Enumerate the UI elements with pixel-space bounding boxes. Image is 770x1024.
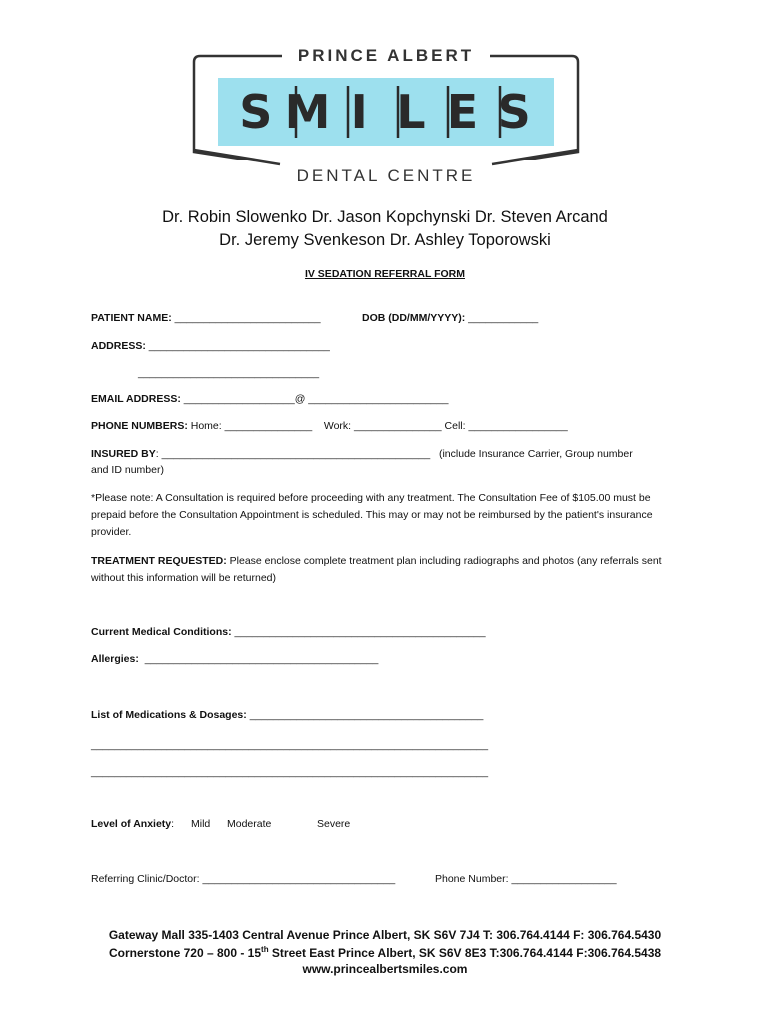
medications-row	[91, 709, 483, 722]
conditions-field[interactable]: ___________________________________________	[231, 626, 486, 638]
address-label: ADDRESS:	[91, 340, 146, 352]
conditions-label: Current Medical Conditions:	[91, 626, 232, 638]
email-field[interactable]: ___________________@ ________________________	[180, 393, 449, 405]
dob-field[interactable]: ____________	[465, 312, 539, 324]
doctors-line-2: Dr. Jeremy Svenkeson Dr. Ashley Toporowski	[219, 231, 551, 249]
logo-letter: E	[446, 85, 479, 139]
footer-address-1: Gateway Mall 335-1403 Central Avenue Prince Albert, SK S6V 7J4 T: 306.764.4144 F: 306.764.5430	[108, 928, 662, 942]
dob-row	[362, 312, 538, 325]
address-row	[91, 340, 330, 353]
patient-name-label: PATIENT NAME:	[91, 312, 172, 324]
treatment-requested	[91, 553, 691, 587]
referring-field[interactable]: _________________________________	[199, 873, 396, 885]
anxiety-option-moderate[interactable]: Moderate	[227, 818, 272, 830]
allergies-row	[91, 653, 378, 666]
insured-row	[91, 448, 633, 461]
footer-address-2-sup: th	[261, 945, 269, 954]
medications-field[interactable]: ________________________________________	[246, 709, 484, 721]
address-field[interactable]: _______________________________	[145, 340, 330, 352]
logo-letter: S	[239, 85, 273, 139]
medications-label: List of Medications & Dosages:	[91, 709, 247, 721]
anxiety-option-mild[interactable]: Mild	[191, 818, 211, 830]
dob-label: DOB (DD/MM/YYYY):	[362, 312, 466, 324]
logo-bottom-text: DENTAL CENTRE	[296, 166, 476, 185]
form-title: IV SEDATION REFERRAL FORM	[304, 268, 466, 280]
referring-row	[91, 873, 395, 886]
logo-letter: S	[497, 85, 531, 139]
phone-row	[91, 420, 568, 433]
doctors-line-1: Dr. Robin Slowenko Dr. Jason Kopchynski Dr. Steven Arcand	[162, 208, 608, 226]
logo-letter: L	[396, 85, 426, 139]
footer-address-2	[0, 945, 770, 960]
referring-phone-field[interactable]: __________________	[508, 873, 617, 885]
allergies-field[interactable]: ________________________________________	[138, 653, 379, 665]
email-label: EMAIL ADDRESS:	[91, 393, 181, 405]
address-field-2[interactable]: _______________________________	[138, 367, 320, 379]
phone-fields[interactable]: Home: _______________ Work: _______________ Cell: _________________	[187, 420, 568, 432]
treatment-text: Please enclose complete treatment plan including radiographs and photos (any referrals sent without this information will be returned)	[91, 555, 662, 584]
anxiety-row	[91, 818, 174, 831]
logo-smiles-letters	[230, 80, 540, 144]
referring-phone-label: Phone Number:	[435, 873, 509, 885]
insured-label: INSURED BY	[91, 448, 156, 460]
anxiety-label: Level of Anxiety	[91, 818, 172, 830]
medications-line-3[interactable]: ____________________________________________________________________	[91, 766, 489, 778]
footer-website-link[interactable]: www.princealbertsmiles.com	[302, 962, 468, 976]
anxiety-option-severe[interactable]: Severe	[317, 818, 351, 830]
email-row	[91, 393, 448, 406]
conditions-row	[91, 626, 486, 639]
allergies-label: Allergies:	[91, 653, 139, 665]
consultation-note: *Please note: A Consultation is required before proceeding with any treatment. The Consultation Fee of $105.00 must be prepaid before the Consultation Appointment is scheduled. This may or may not be reimbursed by the patient's insurance provider.	[91, 492, 653, 538]
patient-name-row	[91, 312, 321, 325]
insured-row-cont: and ID number)	[91, 464, 164, 476]
clinic-logo	[190, 42, 582, 192]
logo-top-text: PRINCE ALBERT	[297, 46, 475, 65]
logo-letter: I	[350, 85, 368, 139]
phone-label: PHONE NUMBERS:	[91, 420, 188, 432]
medications-line-2[interactable]: ____________________________________________________________________	[91, 739, 489, 751]
treatment-label: TREATMENT REQUESTED:	[91, 555, 227, 567]
referring-label: Referring Clinic/Doctor:	[91, 873, 200, 885]
patient-name-field[interactable]: _________________________	[171, 312, 321, 324]
insured-field[interactable]: : ______________________________________________ (include Insurance Carrier, Group number	[155, 448, 633, 460]
anxiety-colon: :	[171, 818, 175, 830]
referring-phone-row	[435, 873, 617, 886]
footer-address-2b: Street East Prince Albert, SK S6V 8E3 T:306.764.4144 F:306.764.5438	[268, 946, 662, 960]
footer-address-2a: Cornerstone 720 – 800 - 15	[108, 946, 262, 960]
logo-letter: M	[284, 85, 331, 139]
